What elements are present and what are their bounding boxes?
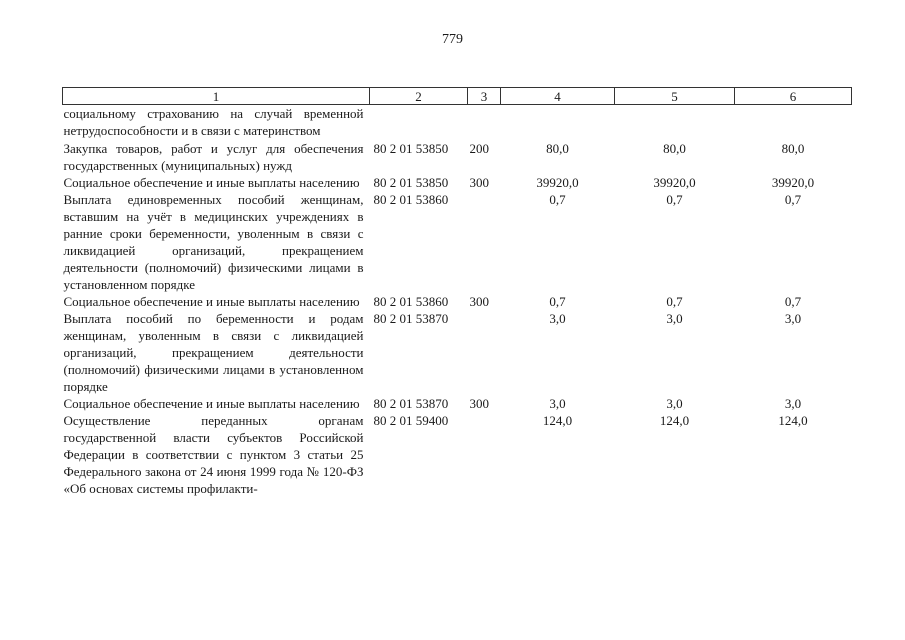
table-row [63,310,852,395]
row-code: 80 2 01 53870 [373,311,449,326]
row-value-6: 0,7 [784,294,802,309]
row-code: 80 2 01 53860 [373,294,449,309]
row-value-6: 39920,0 [771,175,815,190]
row-value-4: 124,0 [542,413,573,428]
row-name: Осуществление переданных органам государственной власти субъектов Российской Федерации в соответствии с пунктом 3 статьи 25 Федерального закона от 24 июня 1999 года № 120-ФЗ «Об основах системы профилакти- [63,413,364,496]
row-code: 80 2 01 59400 [373,413,449,428]
row-name: Выплата единовременных пособий женщинам, вставшим на учёт в медицинских учреждениях в ранние сроки беременности, уволенным в связи с ликвидацией организаций, прекращением деятельности (полномочий) физическими лицами в установленном порядке [63,192,364,292]
row-value-6: 3,0 [784,311,802,326]
table-row [63,174,852,191]
row-expense-type [468,105,501,140]
row-value-5: 3,0 [666,396,683,411]
column-header-6: 6 [735,88,852,105]
row-value-6 [735,105,852,140]
column-header-2: 2 [370,88,468,105]
row-expense-type: 300 [469,294,489,309]
row-value-4: 3,0 [549,311,566,326]
row-name: Закупка товаров, работ и услуг для обеспечения государственных (муниципальных) нужд [63,141,364,173]
row-expense-type: 200 [469,141,489,156]
row-value-4: 0,7 [549,192,566,207]
row-expense-type: 300 [469,175,489,190]
row-code: 80 2 01 53870 [373,396,449,411]
row-code [370,105,468,140]
row-value-4: 39920,0 [536,175,579,190]
row-value-5: 0,7 [666,192,683,207]
table-row [63,395,852,412]
row-expense-type: 300 [469,396,489,411]
column-header-1: 1 [63,88,370,105]
table-row [63,293,852,310]
page-number: 779 [442,32,463,47]
row-name: Социальное обеспечение и иные выплаты населению [63,294,360,309]
row-code: 80 2 01 53850 [373,141,449,156]
row-value-6: 3,0 [784,396,802,411]
row-name: Социальное обеспечение и иные выплаты населению [63,175,360,190]
table-row [63,191,852,293]
header-row [63,88,852,105]
column-header-4: 4 [501,88,615,105]
row-value-5: 80,0 [663,141,686,156]
row-value-4: 3,0 [549,396,566,411]
column-header-5: 5 [615,88,735,105]
row-value-5: 3,0 [666,311,683,326]
table-row [63,139,852,174]
budget-table [62,87,852,497]
row-code: 80 2 01 53860 [373,192,449,207]
row-value-5: 39920,0 [653,175,696,190]
column-header-3: 3 [468,88,501,105]
row-value-4 [501,105,615,140]
row-code: 80 2 01 53850 [373,175,449,190]
table-row [63,412,852,497]
row-value-6: 0,7 [784,192,802,207]
table-row [63,105,852,140]
row-name: социальному страхованию на случай временной нетрудоспособности и в связи с материнством [63,106,364,138]
row-value-4: 80,0 [546,141,569,156]
row-value-4: 0,7 [549,294,566,309]
row-expense-type [468,191,501,293]
row-expense-type [468,310,501,395]
row-value-6: 80,0 [781,141,805,156]
row-value-5: 124,0 [659,413,690,428]
row-expense-type [468,412,501,497]
row-name: Выплата пособий по беременности и родам женщинам, уволенным в связи с ликвидацией организаций, прекращением деятельности (полномочий) физическими лицами в установленном порядке [63,311,364,394]
row-name: Социальное обеспечение и иные выплаты населению [63,396,360,411]
row-value-5 [615,105,735,140]
row-value-5: 0,7 [666,294,683,309]
row-value-6: 124,0 [778,413,808,428]
